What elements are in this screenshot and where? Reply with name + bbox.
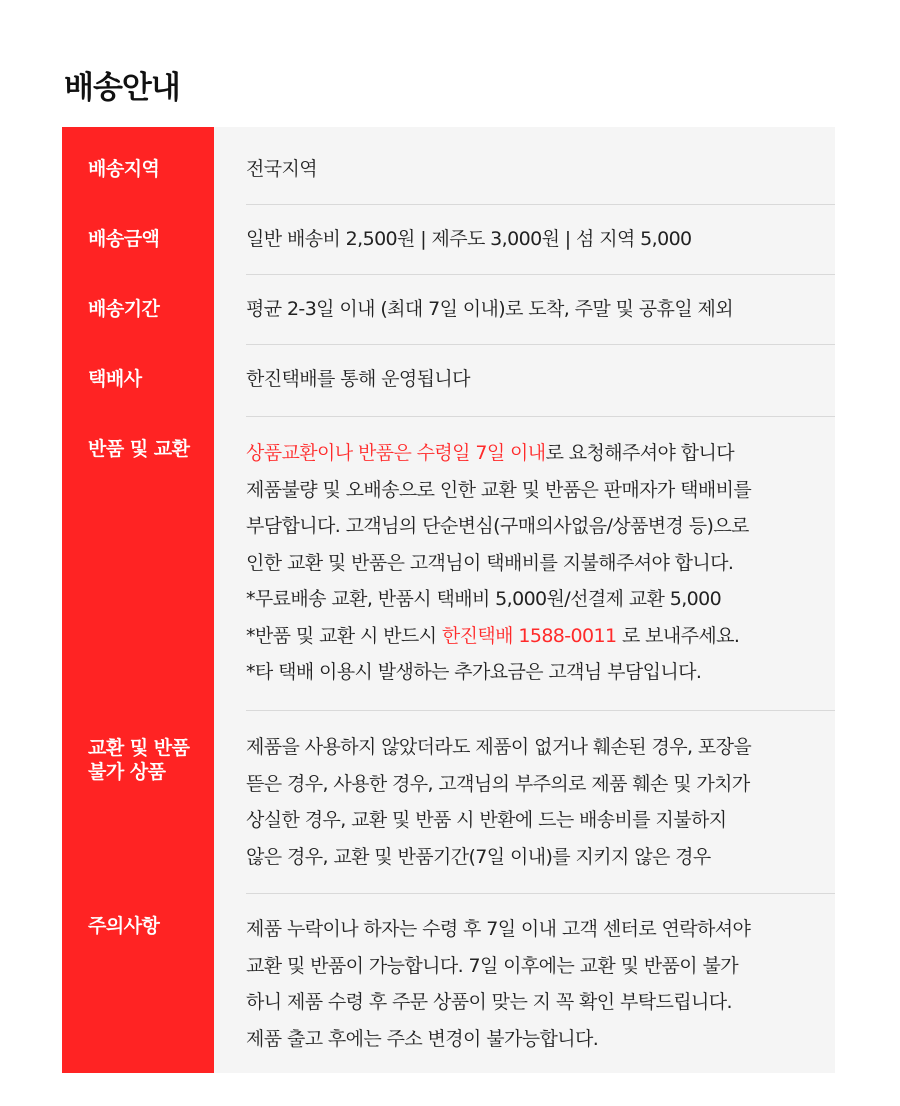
row-label: 택배사 (88, 368, 142, 390)
shipping-info-table (62, 127, 835, 1073)
value-line: 한진택배를 통해 운영됩니다 (246, 368, 470, 390)
value-line: 제품을 사용하지 않았더라도 제품이 없거나 훼손된 경우, 포장을 (246, 736, 752, 758)
page-title: 배송안내 (64, 70, 180, 106)
value-line: *무료배송 교환, 반품시 택배비 5,000원/선결제 교환 5,000 (246, 588, 722, 610)
value-line: 전국지역 (246, 158, 318, 180)
value-line: 상품교환이나 반품은 수령일 7일 이내로 요청해주셔야 합니다 (246, 442, 734, 464)
row-value (214, 417, 835, 711)
value-line: 제품 누락이나 하자는 수령 후 7일 이내 고객 센터로 연락하셔야 (246, 918, 751, 940)
row-value (214, 275, 835, 345)
row-label: 교환 및 반품 불가 상품 (88, 737, 190, 783)
row-value (214, 345, 835, 417)
info-row-shipping-period (62, 275, 835, 345)
value-line: 제품불량 및 오배송으로 인한 교환 및 반품은 판매자가 택배비를 (246, 478, 752, 501)
value-line: 않은 경우, 교환 및 반품기간(7일 이내)를 지키지 않은 경우 (246, 845, 711, 868)
value-line: 뜯은 경우, 사용한 경우, 고객님의 부주의로 제품 훼손 및 가치가 (246, 772, 750, 795)
row-label: 배송지역 (88, 158, 160, 180)
value-line: 제품 출고 후에는 주소 변경이 불가능합니다. (246, 1027, 599, 1050)
info-row-notice (62, 894, 835, 1073)
highlight-text: 상품교환이나 반품은 수령일 7일 이내 (246, 442, 546, 464)
value-line: 교환 및 반품이 가능합니다. 7일 이후에는 교환 및 반품이 불가 (246, 954, 738, 977)
value-line: 상실한 경우, 교환 및 반품 시 반환에 드는 배송비를 지불하지 (246, 809, 727, 831)
value-line: 하니 제품 수령 후 주문 상품이 맞는 지 꼭 확인 부탁드립니다. (246, 991, 732, 1013)
info-row-return-exchange (62, 417, 835, 711)
highlight-phone: 한진택배 1588-0011 (441, 624, 617, 647)
info-row-courier (62, 345, 835, 417)
info-row-non-returnable (62, 711, 835, 894)
row-label: 배송금액 (88, 228, 160, 250)
value-line: *타 택배 이용시 발생하는 추가요금은 고객님 부담입니다. (246, 661, 702, 683)
row-label: 주의사항 (88, 915, 160, 937)
value-line: *반품 및 교환 시 반드시 한진택배 1588-0011 로 보내주세요. (246, 624, 740, 647)
row-value (214, 894, 835, 1073)
value-line: 평균 2-3일 이내 (최대 7일 이내)로 도착, 주말 및 공휴일 제외 (246, 298, 734, 320)
info-row-shipping-area (62, 127, 835, 205)
value-line: 일반 배송비 2,500원 | 제주도 3,000원 | 섬 지역 5,000 (246, 228, 692, 250)
info-row-shipping-cost (62, 205, 835, 275)
row-value (214, 127, 835, 205)
row-value (214, 205, 835, 275)
value-line: 부담합니다. 고객님의 단순변심(구매의사없음/상품변경 등)으로 (246, 515, 749, 537)
row-label: 배송기간 (88, 298, 160, 320)
row-value (214, 711, 835, 894)
row-label: 반품 및 교환 (88, 438, 190, 460)
value-line: 인한 교환 및 반품은 고객님이 택배비를 지불해주셔야 합니다. (246, 551, 734, 574)
